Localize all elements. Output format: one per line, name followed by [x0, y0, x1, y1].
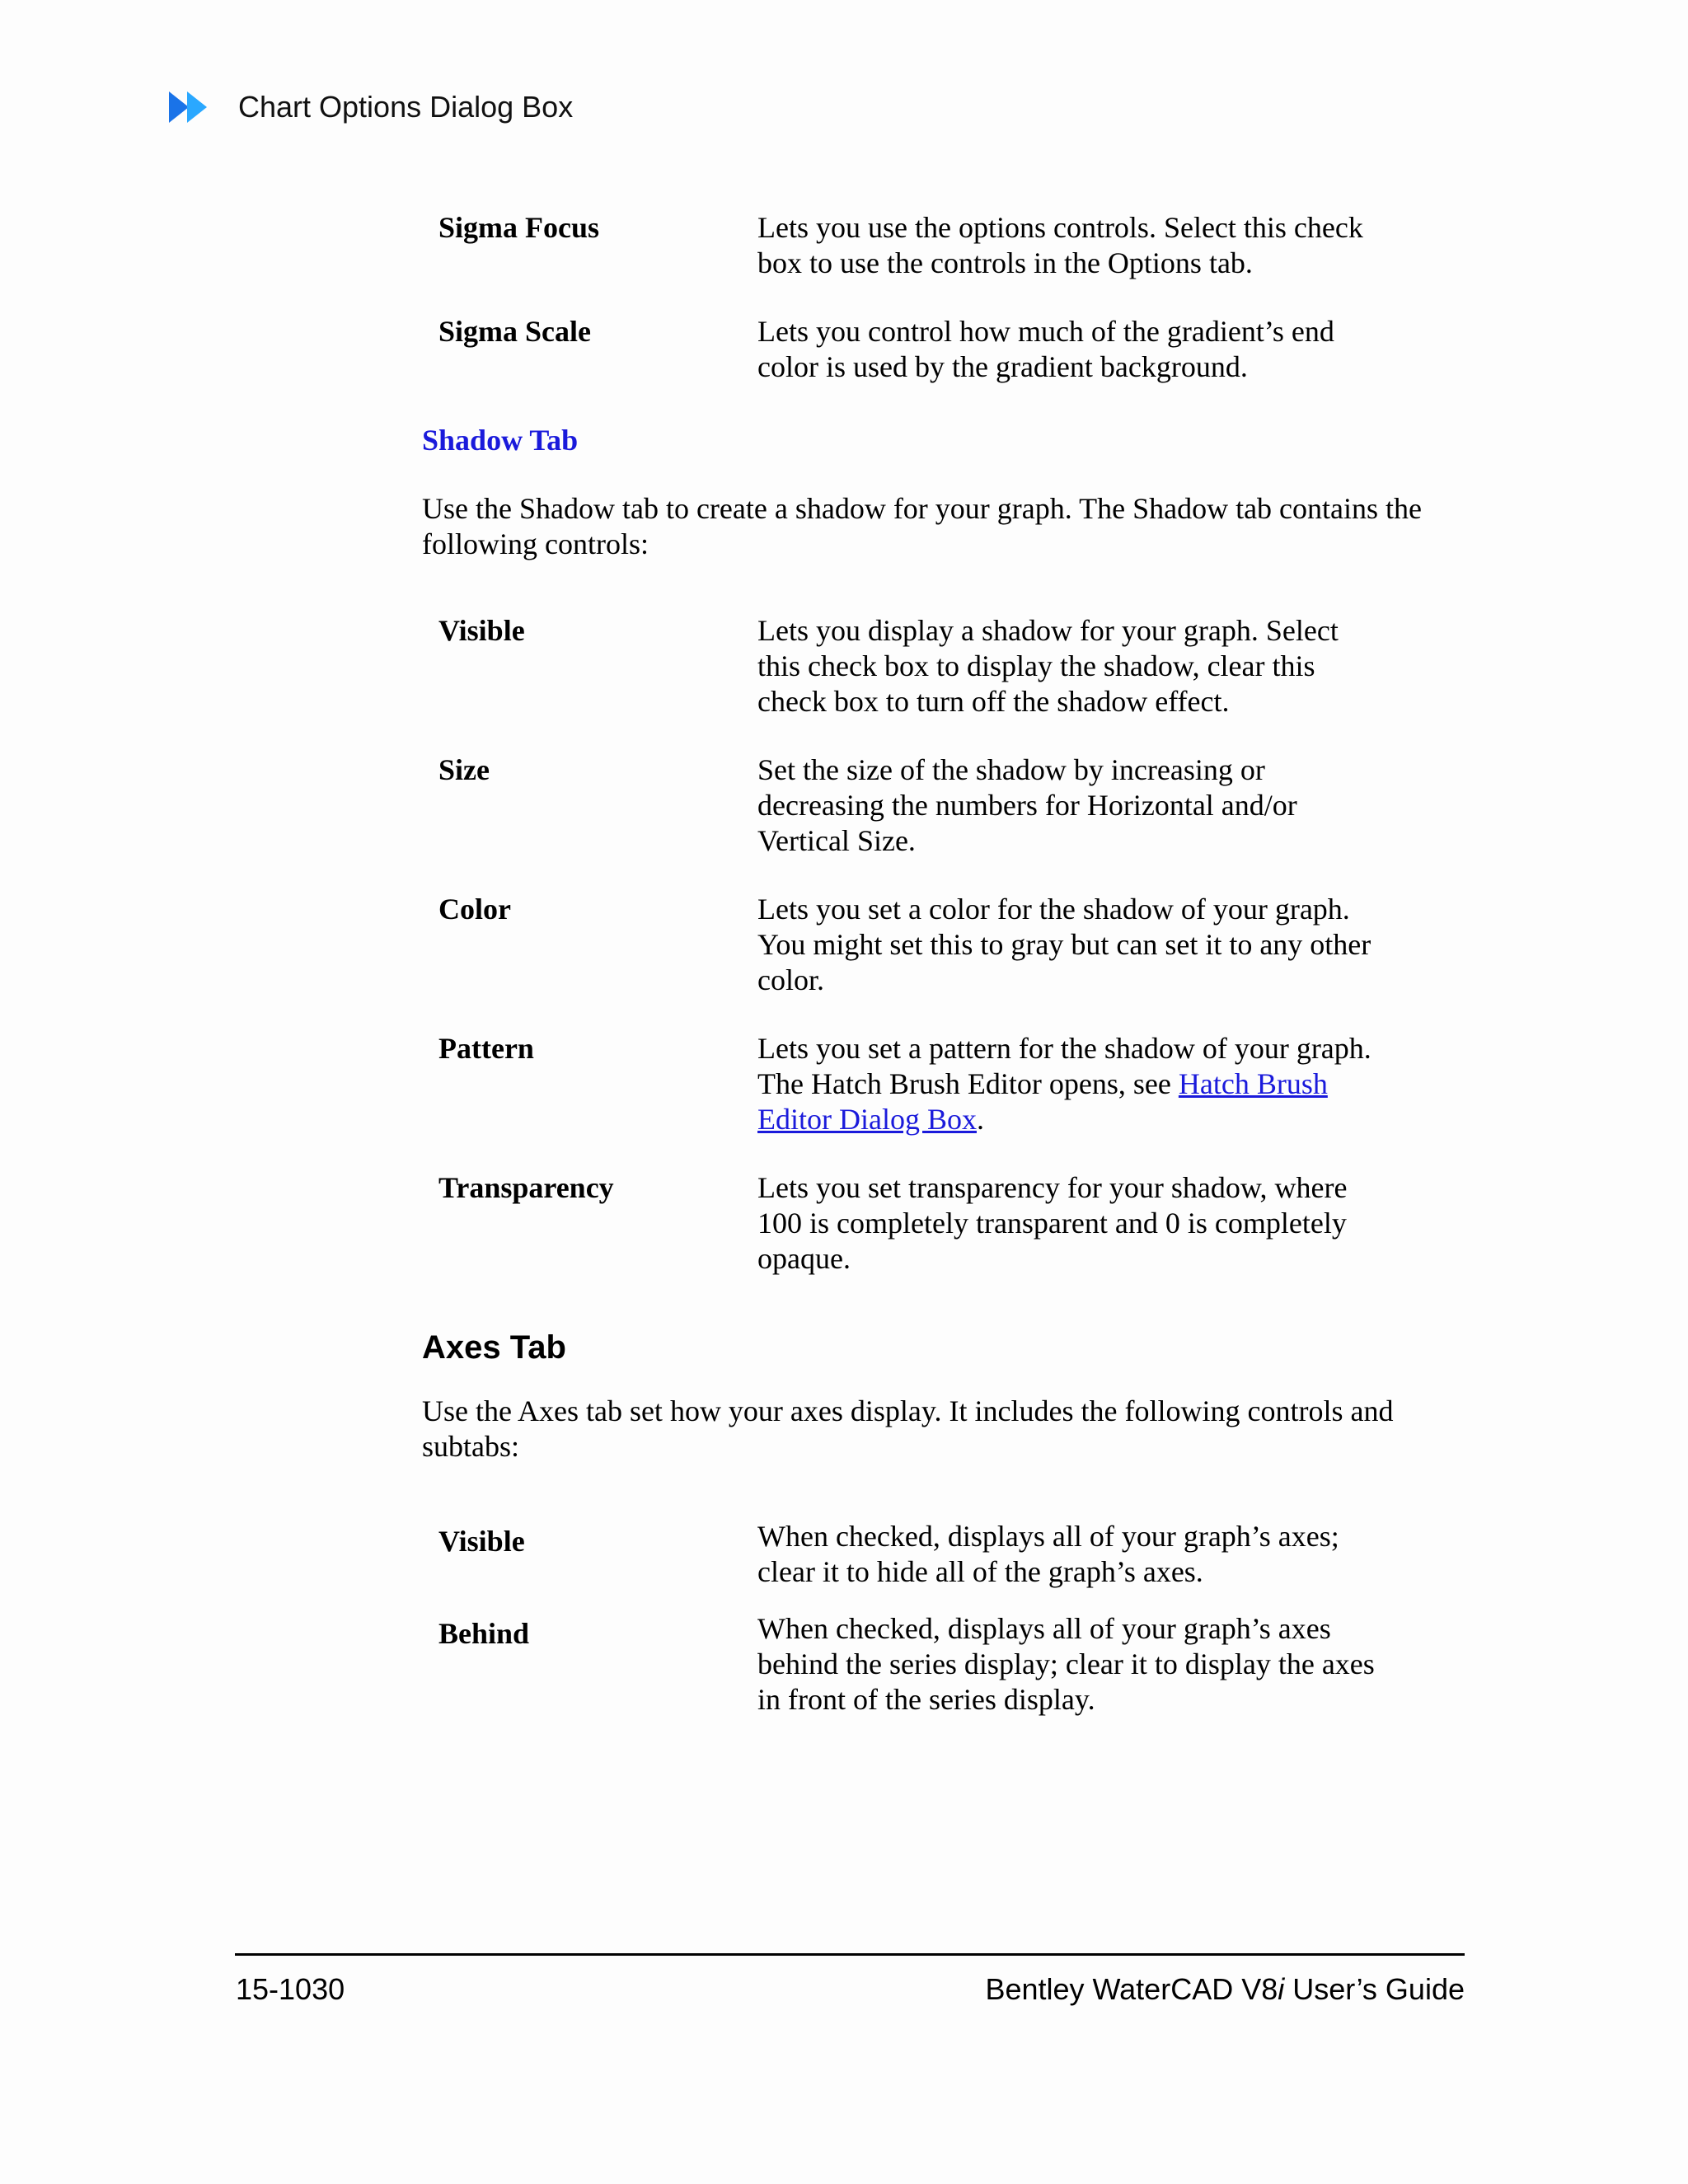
top-definitions — [422, 210, 1477, 385]
definition-description: Lets you control how much of the gradient’s end color is used by the gradient background. — [757, 315, 1334, 383]
footer-divider — [235, 1953, 1465, 1956]
definition-description: Lets you set transparency for your shadow, where 100 is completely transparent and 0 is completely opaque. — [757, 1171, 1348, 1275]
axes-tab-intro: Use the Axes tab set how your axes display. It includes the following controls and subtabs: — [422, 1394, 1394, 1463]
description-text: Lets you set a pattern for the shadow of your graph. The Hatch Brush Editor opens, see — [757, 1032, 1372, 1100]
definition-description: Set the size of the shadow by increasing or decreasing the numbers for Horizontal and/or Vertical Size. — [757, 753, 1297, 857]
axes-tab-heading: Axes Tab — [422, 1329, 566, 1366]
hatch-brush-editor-link[interactable]: Hatch Brush Editor Dialog Box — [757, 1067, 1328, 1136]
definition-row — [422, 314, 1477, 385]
description-suffix: . — [976, 1103, 984, 1136]
definition-description: When checked, displays all of your graph’s axes; clear it to hide all of the graph’s axes. — [757, 1520, 1339, 1588]
main-content — [422, 210, 1477, 1718]
definition-description: Lets you use the options controls. Select this check box to use the controls in the Options tab. — [757, 211, 1363, 279]
definition-description: Lets you set a color for the shadow of your graph. You might set this to gray but can set it to any other color. — [757, 893, 1372, 996]
definition-term: Pattern — [438, 1032, 534, 1065]
definition-description: Lets you display a shadow for your graph. Select this check box to display the shadow, clear this check box to turn off the shadow effect. — [757, 614, 1339, 718]
book-title — [985, 1971, 1465, 2008]
definition-row — [422, 1611, 1477, 1718]
page-number: 15-1030 — [236, 1972, 345, 2006]
definition-term: Size — [438, 753, 490, 786]
definition-term: Transparency — [438, 1171, 614, 1204]
book-title-italic: i — [1278, 1972, 1285, 2006]
shadow-definitions — [422, 613, 1477, 1277]
definition-row — [422, 210, 1477, 281]
definition-description: When checked, displays all of your graph’s axes behind the series display; clear it to display the axes in front of the series display. — [757, 1612, 1375, 1716]
definition-row — [422, 1519, 1477, 1590]
definition-term: Visible — [438, 1525, 525, 1558]
shadow-tab-heading: Shadow Tab — [422, 424, 579, 457]
definition-row — [422, 752, 1477, 859]
page-header — [169, 86, 573, 129]
book-title-prefix: Bentley WaterCAD V8 — [985, 1972, 1278, 2006]
definition-row — [422, 1031, 1477, 1137]
definition-row — [422, 892, 1477, 998]
shadow-tab-intro: Use the Shadow tab to create a shadow for your graph. The Shadow tab contains the following controls: — [422, 492, 1422, 560]
definition-term: Visible — [438, 614, 525, 647]
definition-term: Sigma Focus — [438, 211, 600, 244]
axes-definitions — [422, 1519, 1477, 1718]
definition-row — [422, 1170, 1477, 1277]
definition-description — [757, 1031, 1384, 1137]
definition-term: Behind — [438, 1617, 530, 1650]
double-arrow-icon — [169, 88, 222, 126]
definition-row — [422, 613, 1477, 719]
definition-term: Sigma Scale — [438, 315, 591, 348]
book-title-suffix: User’s Guide — [1284, 1972, 1465, 2006]
definition-term: Color — [438, 893, 511, 926]
header-title: Chart Options Dialog Box — [238, 90, 574, 124]
